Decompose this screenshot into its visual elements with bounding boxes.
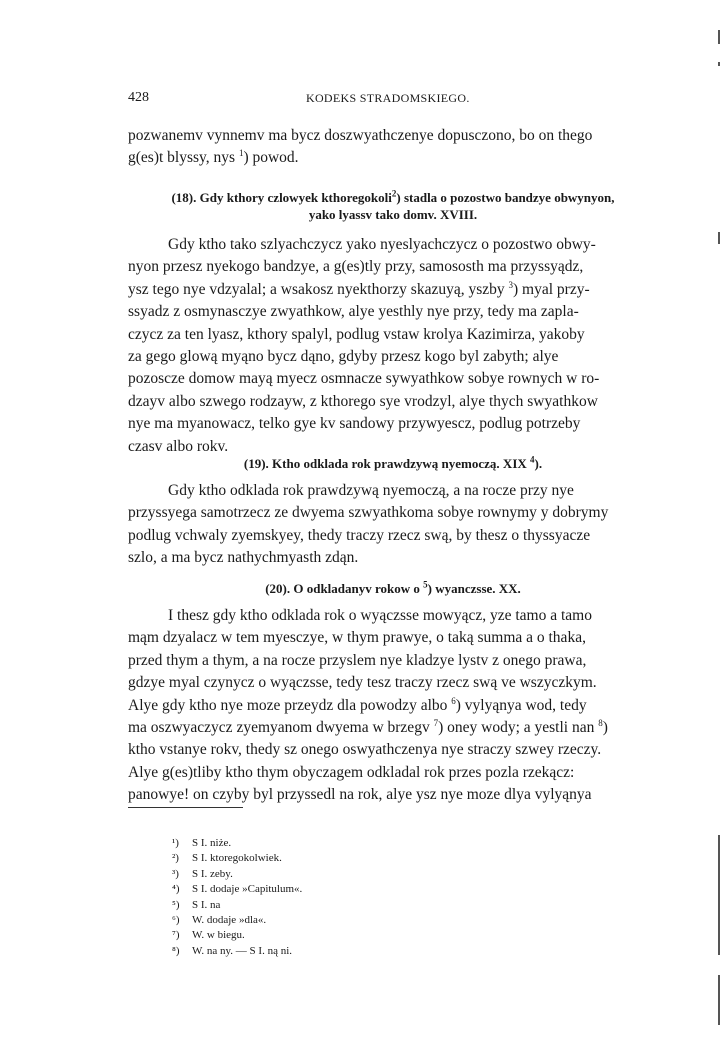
section-number: (20). (265, 581, 291, 596)
footnote: ⁵) S I. na (172, 898, 221, 911)
heading-line: (20). O odkladanyv rokow o $^5$) wyanczsse. XX. (265, 579, 521, 596)
text-line: podlug vchwaly zyemskyey, thedy traczy rzecz swą, by thesz o thyssyacze (128, 526, 591, 544)
text-line: ssyadz z osmynasczye zwyathkow, alye yesthly nye przy, tedy ma zapla- (128, 303, 579, 321)
footnote: ³) S I. zeby. (172, 867, 233, 880)
text-line: kthо vstanye rokv, thedy sz onego oswyathczenya nye straczy szwey rzeczy. (128, 741, 602, 759)
text-line: Alye gdy ktho nye moze przeydz dla powodzy albo $^6$) vylyąnya wod, tedy (128, 695, 587, 714)
heading-line: yako lyassv tako domv. XVIII. (308, 207, 478, 222)
footnote-ref: 5 (423, 579, 428, 590)
footnotes (172, 836, 472, 959)
text-line: panowye! on czyby byl przyssedl na rok, alye ysz nye moze dlya vylyąnya (128, 786, 592, 804)
text-line: Gdy ktho tako szlyachczycz yako nyeslyachczycz o pozostwo obwy- (168, 236, 596, 253)
text-line: ma oszwyaczycz zyemyanom dwyema w brzegv $^7$) oney wody; a yestli nan $^8$) (128, 717, 608, 737)
footnote: ²) S I. ktoregokolwiek. (172, 852, 282, 865)
footnote-ref: 1 (238, 148, 244, 159)
text-line: gdzye myal czynycz o wyączsse, tedy tesz traczy rzecz swą ve wszyczkym. (128, 674, 597, 692)
text-line: I thesz gdy ktho odklada rok o wyączsse mowyącz, yze tamo a tamo (168, 607, 592, 624)
section-19-heading (128, 455, 658, 472)
text-line: Alye g(es)tliby ktho thym obyczagem odkladal rok przes pozla rzekącz: (128, 763, 575, 781)
footnote-ref: 7 (433, 717, 439, 728)
footnote: ⁶) W. dodaje »dla«. (172, 914, 267, 927)
heading-line: (19). Ktho odklada rok prawdzywą nyemoczą. XIX $^4$). (243, 454, 543, 471)
text-line: przed thym a thym, a na rocze przyslem nye kladzye lystv z onego prawa, (128, 651, 587, 669)
section-18-body (128, 234, 658, 458)
intro-paragraph (128, 125, 658, 170)
text-line: pozosczе domow mayą myecz osmnacze sywyathkow sobye rownych w ro- (128, 370, 600, 388)
text-line: przyssyega samotrzecz ze dwyema szwyathkoma sobye rownymy y dobrymy (128, 504, 609, 522)
text-line: nye ma myanowacz, telko gye kv sandowy przywyescz, podlug potrzeby (128, 415, 581, 433)
section-20-heading (128, 580, 658, 597)
heading-line: (18). Gdy kthory czlowyek kthoregokoli$^2$) stadla o pozostwo bandzye obwynyon, (171, 188, 615, 205)
section-number: (19). (243, 456, 269, 471)
text-line: mąm dzyalacz w tem myesczye, w thym prawye, o taką summa a o thaka, (128, 629, 586, 647)
text-line: czasv albo rokv. (128, 437, 229, 455)
text-line: g(es)t blyssy, nys $^1$) powod. (128, 148, 299, 167)
section-19-body (128, 480, 658, 570)
text-line: ysz tego nye vdzyalal; a wsakosz nyekthorzy skazuyą, yszby $^3$) myal przy- (128, 279, 590, 298)
text-line: za gego glową myąno bycz dąno, gdyby przesz kogo byl zabyth; alye (128, 348, 559, 366)
footnote: ¹) S I. niże. (172, 837, 232, 849)
footnote-ref: 8 (598, 717, 603, 728)
text-line: dzayv albo szwego rodzayw, z kthorego sye vrodzyl, alye thych swyathkow (128, 392, 598, 410)
text-line: Gdy ktho odklada rok prawdzywą nyemoczą, a na rocze przy nye (168, 482, 574, 499)
section-18-heading (128, 189, 658, 223)
section-number: (18). (171, 190, 197, 205)
page-header (128, 90, 658, 110)
text-line: czycz za ten lyasz, kthory spalyl, podlug vstaw krolya Kazimirza, yakoby (128, 325, 585, 343)
footnote-ref: 2 (391, 188, 397, 199)
running-title: KODEKS STRADOMSKIEGO. (306, 91, 470, 105)
footnote-separator (128, 807, 243, 808)
footnote: ⁴) S I. dodaje »Capitulum«. (172, 883, 303, 896)
text-line: nyon przesz nyekogo bandzye, a g(es)tly przy, samososth ma przyssyądz, (128, 258, 584, 276)
text-line: szlo, a ma bycz nathychmyasth zdąn. (128, 549, 359, 567)
page-number: 428 (128, 90, 149, 105)
footnote-ref: 4 (530, 454, 535, 465)
footnote-ref: 3 (508, 279, 513, 290)
footnote: ⁸) W. na ny. — S I. ną ni. (172, 944, 293, 957)
footnote-ref: 6 (451, 695, 456, 706)
text-line: pozwanemv vynnemv ma bycz doszwyathczenye dopusczono, bo on thego (128, 127, 593, 144)
footnote: ⁷) W. w biegu. (172, 929, 245, 942)
section-20-body (128, 605, 658, 807)
